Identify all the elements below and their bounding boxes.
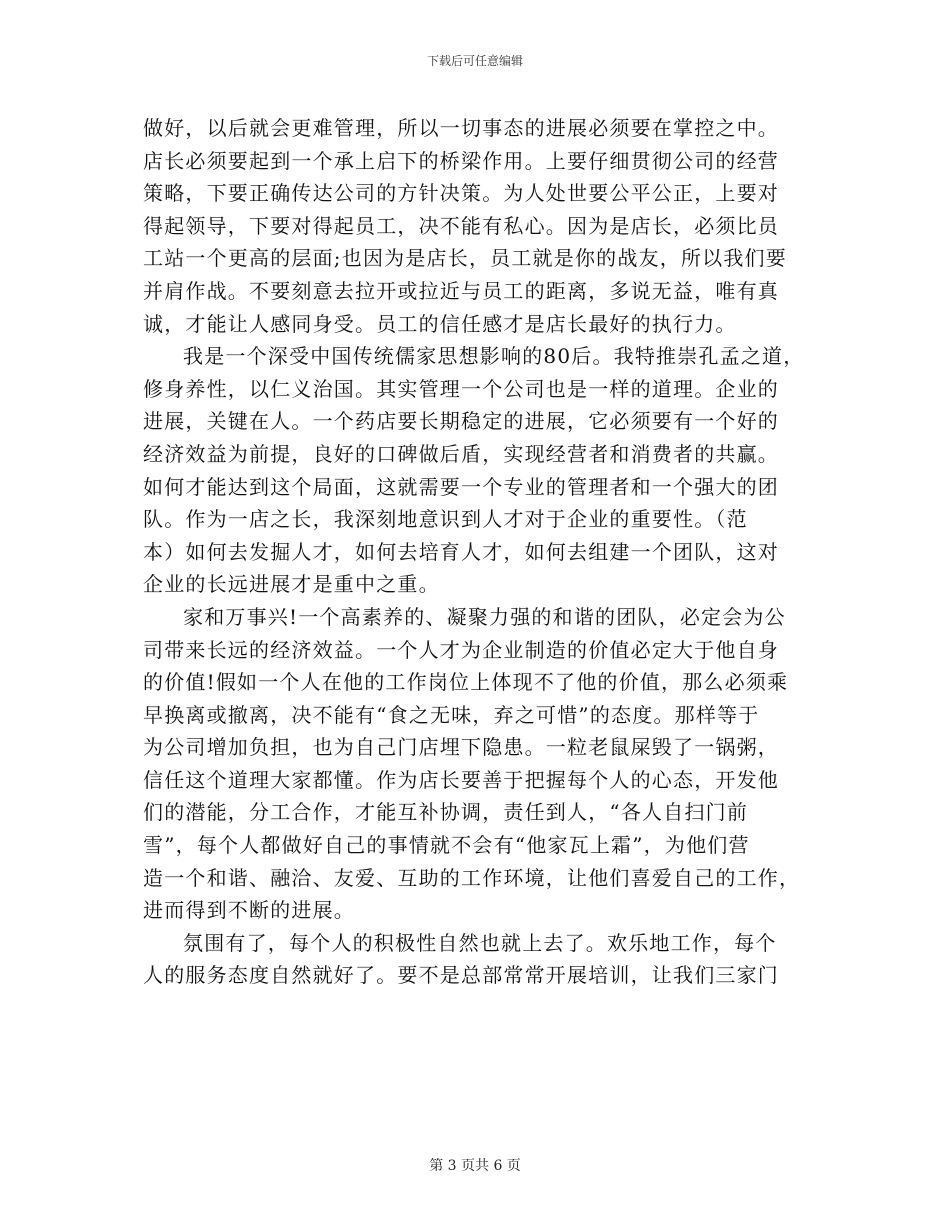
paragraph-1 [143,112,833,340]
text-line: 得起领导，下要对得起员工，决不能有私心。因为是店长，必须比员 [143,213,779,238]
text-line: 进展，关键在人。一个药店要长期稳定的进展，它必须要有一个好的 [143,409,779,434]
document-body [143,112,833,992]
text-line: 司带来长远的经济效益。一个人才为企业制造的价值必定大于他自身 [143,637,779,662]
paragraph-2 [143,340,833,601]
text-line: 本）如何去发掘人才，如何去培育人才，如何去组建一个团队，这对 [143,539,779,564]
text-line: 氛围有了，每个人的积极性自然也就上去了。欢乐地工作，每个 [183,930,777,955]
text-line: 店长必须要起到一个承上启下的桥梁作用。上要仔细贯彻公司的经营 [143,148,779,173]
text-line: 人的服务态度自然就好了。要不是总部常常开展培训，让我们三家门 [143,963,779,988]
text-line: 工站一个更高的层面;也因为是店长，员工就是你的战友，所以我们要 [143,246,787,271]
text-line: 并肩作战。不要刻意去拉开或拉近与员工的距离，多说无益，唯有真 [143,278,779,303]
text-line: 们的潜能，分工合作，才能互补协调，责任到人，“各人自扫门前 [143,800,749,825]
text-line: 早换离或撤离，决不能有“食之无味，弃之可惜”的态度。那样等于 [143,702,760,727]
text-line: 我是一个深受中国传统儒家思想影响的80后。我特推崇孔孟之道， [183,344,805,369]
text-line: 家和万事兴!一个高素养的、凝聚力强的和谐的团队，必定会为公 [183,604,786,629]
text-line: 诚，才能让人感同身受。员工的信任感才是店长最好的执行力。 [143,311,737,336]
text-line: 的价值!假如一个人在他的工作岗位上体现不了他的价值，那么必须乘 [143,670,789,695]
text-line: 信任这个道理大家都懂。作为店长要善于把握每个人的心态，开发他 [143,767,779,792]
text-line: 修身养性，以仁义治国。其实管理一个公司也是一样的道理。企业的 [143,376,779,401]
text-line: 做好，以后就会更难管理，所以一切事态的进展必须要在掌控之中。 [143,116,779,140]
text-line: 雪”，每个人都做好自己的事情就不会有“他家瓦上霜”，为他们营 [143,833,750,858]
text-line: 造一个和谐、融洽、友爱、互助的工作环境，让他们喜爱自己的工作， [143,865,801,890]
text-line: 队。作为一店之长，我深刻地意识到人才对于企业的重要性。（范 [143,507,748,532]
text-line: 进而得到不断的进展。 [143,898,355,923]
paragraph-4 [143,927,833,992]
page-header: 下载后可任意编辑 [426,54,523,68]
page-number: 第 3 页共 6 页 [429,1158,521,1174]
paragraph-3 [143,601,833,927]
text-line: 如何才能达到这个局面，这就需要一个专业的管理者和一个强大的团 [143,474,779,499]
text-line: 经济效益为前提，良好的口碑做后盾，实现经营者和消费者的共赢。 [143,441,779,466]
text-line: 企业的长远进展才是重中之重。 [143,572,440,597]
text-line: 策略，下要正确传达公司的方针决策。为人处世要公平公正，上要对 [143,181,779,206]
text-line: 为公司增加负担，也为自己门店埋下隐患。一粒老鼠屎毁了一锅粥， [143,735,779,760]
